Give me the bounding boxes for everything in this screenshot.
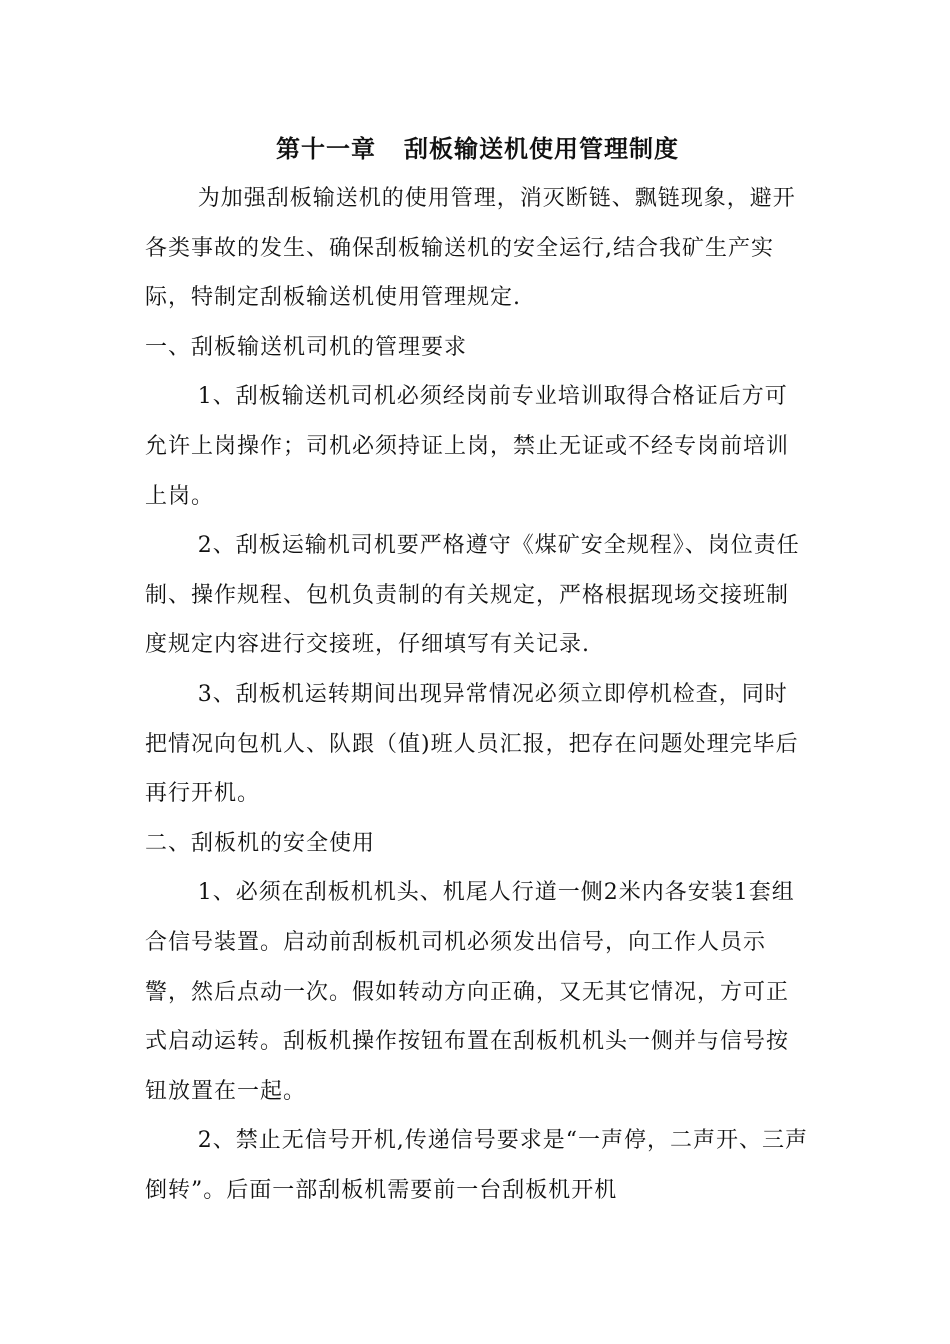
document-page xyxy=(145,124,810,1215)
section-2-item-2: 2、禁止无信号开机,传递信号要求是“一声停，二声开、三声倒转”。后面一部刮板机需要前一台刮板机开机 xyxy=(145,1128,809,1203)
section-2-heading: 二、刮板机的安全使用 xyxy=(145,830,376,856)
section-1-item-2: 2、刮板运输机司机要严格遵守《煤矿安全规程》、岗位责任制、操作规程、包机负责制的有关规定，严格根据现场交接班制度规定内容进行交接班，仔细填写有关记录. xyxy=(145,533,800,658)
document-title: 第十一章 刮板输送机使用管理制度 xyxy=(275,134,680,163)
section-2-item-1: 1、必须在刮板机机头、机尾人行道一侧2米内各安装1套组合信号装置。启动前刮板机司机必须发出信号，向工作人员示警，然后点动一次。假如转动方向正确，又无其它情况，方可正式启动运转。刮板机操作按钮布置在刮板机机头一侧并与信号按钮放置在一起。 xyxy=(145,880,795,1104)
intro-paragraph: 为加强刮板输送机的使用管理，消灭断链、飘链现象，避开各类事故的发生、确保刮板输送机的安全运行,结合我矿生产实际，特制定刮板输送机使用管理规定. xyxy=(145,186,796,311)
section-1-item-3: 3、刮板机运转期间出现异常情况必须立即停机检查，同时把情况向包机人、队跟（值)班人员汇报，把存在问题处理完毕后再行开机。 xyxy=(145,681,799,807)
section-1-item-1: 1、刮板输送机司机必须经岗前专业培训取得合格证后方可允许上岗操作；司机必须持证上岗，禁止无证或不经专岗前培训上岗。 xyxy=(145,384,790,509)
section-1-heading: 一、刮板输送机司机的管理要求 xyxy=(145,334,468,360)
